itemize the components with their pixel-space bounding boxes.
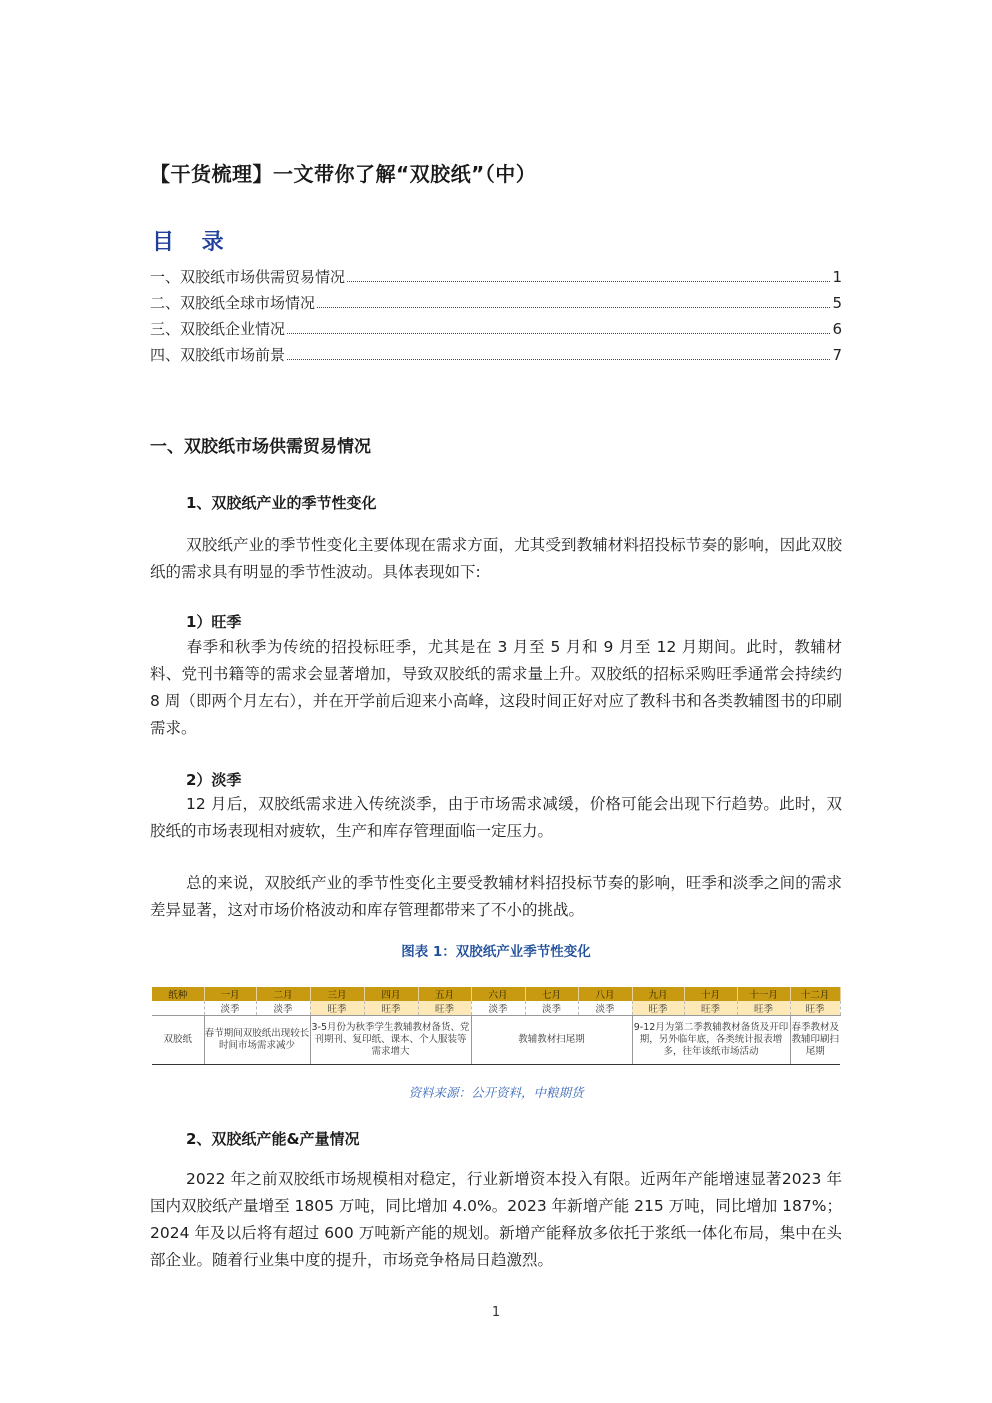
table-season-row [152, 1001, 840, 1016]
season-cell: 旺季 [737, 1001, 790, 1016]
toc-item-label: 三、双胶纸企业情况 [150, 320, 286, 338]
page-number: 1 [491, 1305, 501, 1320]
season-cell: 淡季 [256, 1001, 310, 1016]
toc-item[interactable] [150, 344, 842, 370]
season-cell: 淡季 [471, 1001, 525, 1016]
toc-leader-dots [347, 281, 830, 282]
paragraph-intro [150, 532, 842, 586]
subsection-heading-seasonality: 1、双胶纸产业的季节性变化 [186, 494, 377, 512]
month-cell: 七月 [525, 987, 578, 1001]
figure-title: 图表 1：双胶纸产业季节性变化 [401, 944, 591, 960]
toc-item[interactable] [150, 318, 842, 344]
toc-leader-dots [287, 359, 830, 360]
paragraph-capacity-text: 2022 年之前双胶纸市场规模相对稳定，行业新增资本投入有限。近两年产能增速显著2023 年国内双胶纸产量增至 1805 万吨，同比增加 4.0%。2023 年新增产能 215 万吨，同比增加 187%；2024 年及以后将有超过 600 万吨新产能的规划。新增产能释放多依托于浆纸一体化布局，集中在头部企业。随着行业集中度的提升，市场竞争格局日趋激烈。 [150, 1170, 842, 1269]
season-cell: 旺季 [418, 1001, 471, 1016]
month-cell: 十一月 [737, 987, 790, 1001]
month-cell: 十月 [684, 987, 737, 1001]
toc-item-label: 二、双胶纸全球市场情况 [150, 294, 316, 312]
season-cell: 淡季 [578, 1001, 632, 1016]
peak-season-heading: 1）旺季 [186, 613, 242, 631]
season-cell: 旺季 [310, 1001, 364, 1016]
month-cell: 八月 [578, 987, 632, 1001]
month-cell: 三月 [310, 987, 364, 1001]
paragraph-peak-season-text: 春季和秋季为传统的招投标旺季，尤其是在 3 月至 5 月和 9 月至 12 月期间。此时，教辅材料、党刊书籍等的需求会显著增加，导致双胶纸的需求量上升。双胶纸的招标采购旺季通常会持续约 8 周（即两个月左右），并在开学前后迎来小高峰，这段时间正好对应了教科书和各类教辅图书的印刷需求。 [150, 638, 842, 737]
figure-source: 资料来源：公开资料，中粮期货 [408, 1085, 584, 1100]
paragraph-summary-text: 总的来说，双胶纸产业的季节性变化主要受教辅材料招投标节奏的影响，旺季和淡季之间的需求差异显著，这对市场价格波动和库存管理都带来了不小的挑战。 [150, 874, 842, 919]
month-cell: 九月 [632, 987, 684, 1001]
month-cell: 四月 [364, 987, 418, 1001]
paragraph-capacity [150, 1166, 842, 1274]
table-description-row [152, 1016, 840, 1065]
season-cell: 旺季 [632, 1001, 684, 1016]
description-cell: 春节期间双胶纸出现较长时间市场需求减少 [204, 1016, 310, 1065]
paragraph-peak-season [150, 634, 842, 742]
month-cell: 六月 [471, 987, 525, 1001]
section-heading: 一、双胶纸市场供需贸易情况 [150, 437, 371, 457]
paragraph-intro-text: 双胶纸产业的季节性变化主要体现在需求方面，尤其受到教辅材料招投标节奏的影响，因此双胶纸的需求具有明显的季节性波动。具体表现如下: [150, 536, 842, 581]
toc-item-page: 6 [832, 320, 842, 338]
row-label-cell: 双胶纸 [152, 1016, 204, 1065]
table-corner-cell: 纸种 [152, 987, 204, 1001]
toc-leader-dots [317, 307, 830, 308]
table-empty-cell [152, 1001, 204, 1016]
season-cell: 旺季 [790, 1001, 840, 1016]
paragraph-summary [150, 870, 842, 924]
season-cell: 淡季 [204, 1001, 256, 1016]
toc-item-label: 四、双胶纸市场前景 [150, 346, 286, 364]
month-cell: 一月 [204, 987, 256, 1001]
table-header-row [152, 987, 840, 1001]
toc-item[interactable] [150, 292, 842, 318]
paragraph-off-season-text: 12 月后，双胶纸需求进入传统淡季，由于市场需求减缓，价格可能会出现下行趋势。此时，双胶纸的市场表现相对疲软，生产和库存管理面临一定压力。 [150, 795, 842, 840]
toc-item[interactable] [150, 266, 842, 292]
document-title: 【干货梳理】一文带你了解“双胶纸”（中） [150, 162, 537, 186]
description-cell: 9-12月为第二季教辅教材备货及开印期，另外临年底，各类统计报表增多，往年该纸市场活动 [632, 1016, 790, 1065]
season-cell: 旺季 [684, 1001, 737, 1016]
subsection-heading-capacity: 2、双胶纸产能&产量情况 [186, 1130, 360, 1148]
month-cell: 二月 [256, 987, 310, 1001]
toc-item-page: 7 [832, 346, 842, 364]
month-cell: 十二月 [790, 987, 840, 1001]
toc-leader-dots [287, 333, 830, 334]
off-season-heading: 2）淡季 [186, 771, 242, 789]
paragraph-off-season [150, 791, 842, 845]
toc-item-page: 1 [832, 268, 842, 286]
season-cell: 淡季 [525, 1001, 578, 1016]
seasonality-table [152, 987, 841, 1065]
description-cell: 教辅教材扫尾期 [471, 1016, 632, 1065]
toc-item-page: 5 [832, 294, 842, 312]
month-cell: 五月 [418, 987, 471, 1001]
toc-item-label: 一、双胶纸市场供需贸易情况 [150, 268, 346, 286]
table-of-contents [150, 266, 842, 370]
description-cell: 春季教材及教辅印刷扫尾期 [790, 1016, 840, 1065]
season-cell: 旺季 [364, 1001, 418, 1016]
toc-heading: 目 录 [152, 230, 234, 255]
description-cell: 3-5月份为秋季学生教辅教材备货、党刊期刊、复印纸、课本、个人服装等需求增大 [310, 1016, 471, 1065]
